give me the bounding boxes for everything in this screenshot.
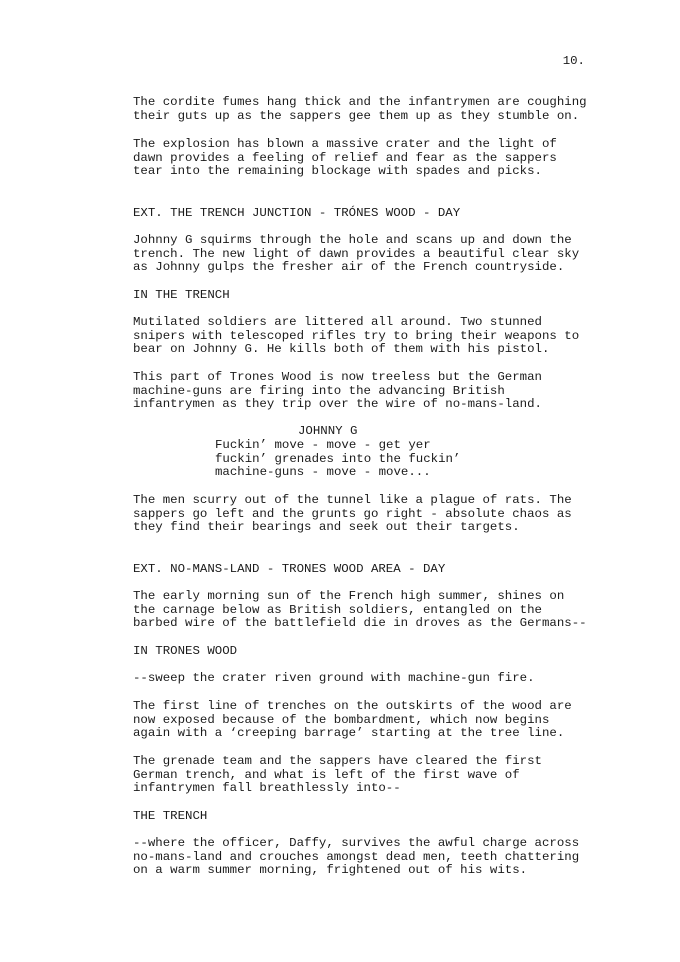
scene-heading: EXT. NO-MANS-LAND - TRONES WOOD AREA - DAY bbox=[133, 562, 446, 576]
action-block: This part of Trones Wood is now treeless but the German machine-guns are firing into the advancing British infantrymen as they trip over the wire of no-mans-land. bbox=[133, 370, 542, 412]
action-block: The early morning sun of the French high summer, shines on the carnage below as British soldiers, entangled on the barbed wire of the battlefield die in droves as the Germans-- bbox=[133, 589, 587, 631]
action-block: The men scurry out of the tunnel like a plague of rats. The sappers go left and the grunts go right - absolute chaos as they find their bearings and seek out their targets. bbox=[133, 493, 572, 535]
sub-heading: IN TRONES WOOD bbox=[133, 644, 238, 658]
sub-heading: IN THE TRENCH bbox=[133, 288, 230, 302]
dialogue-block: Fuckin’ move - move - get yer fuckin’ grenades into the fuckin’ machine-guns - move - move... bbox=[215, 438, 461, 480]
character-name: JOHNNY G bbox=[298, 424, 358, 438]
action-block: --sweep the crater riven ground with machine-gun fire. bbox=[133, 671, 535, 685]
action-block: Johnny G squirms through the hole and scans up and down the trench. The new light of dawn provides a beautiful clear sky as Johnny gulps the fresher air of the French countryside. bbox=[133, 233, 580, 275]
action-block: --where the officer, Daffy, survives the awful charge across no-mans-land and crouches amongst dead men, teeth chattering on a warm summer morning, frightened out of his wits. bbox=[133, 836, 580, 878]
action-block: The grenade team and the sappers have cleared the first German trench, and what is left of the first wave of infantrymen fall breathlessly into-- bbox=[133, 754, 542, 796]
action-block: The explosion has blown a massive crater and the light of dawn provides a feeling of relief and fear as the sappers tear into the remaining blockage with spades and picks. bbox=[133, 137, 557, 179]
page-number: 10. bbox=[562, 54, 585, 68]
action-block: The first line of trenches on the outskirts of the wood are now exposed because of the bombardment, which now begins again with a ‘creeping barrage’ starting at the tree line. bbox=[133, 699, 572, 741]
action-block: Mutilated soldiers are littered all around. Two stunned snipers with telescoped rifles try to bring their weapons to bear on Johnny G. He kills both of them with his pistol. bbox=[133, 315, 580, 357]
scene-heading: EXT. THE TRENCH JUNCTION - TRÓNES WOOD - DAY bbox=[133, 206, 461, 220]
sub-heading: THE TRENCH bbox=[133, 809, 208, 823]
action-block: The cordite fumes hang thick and the infantrymen are coughing their guts up as the sappers gee them up as they stumble on. bbox=[133, 95, 587, 123]
